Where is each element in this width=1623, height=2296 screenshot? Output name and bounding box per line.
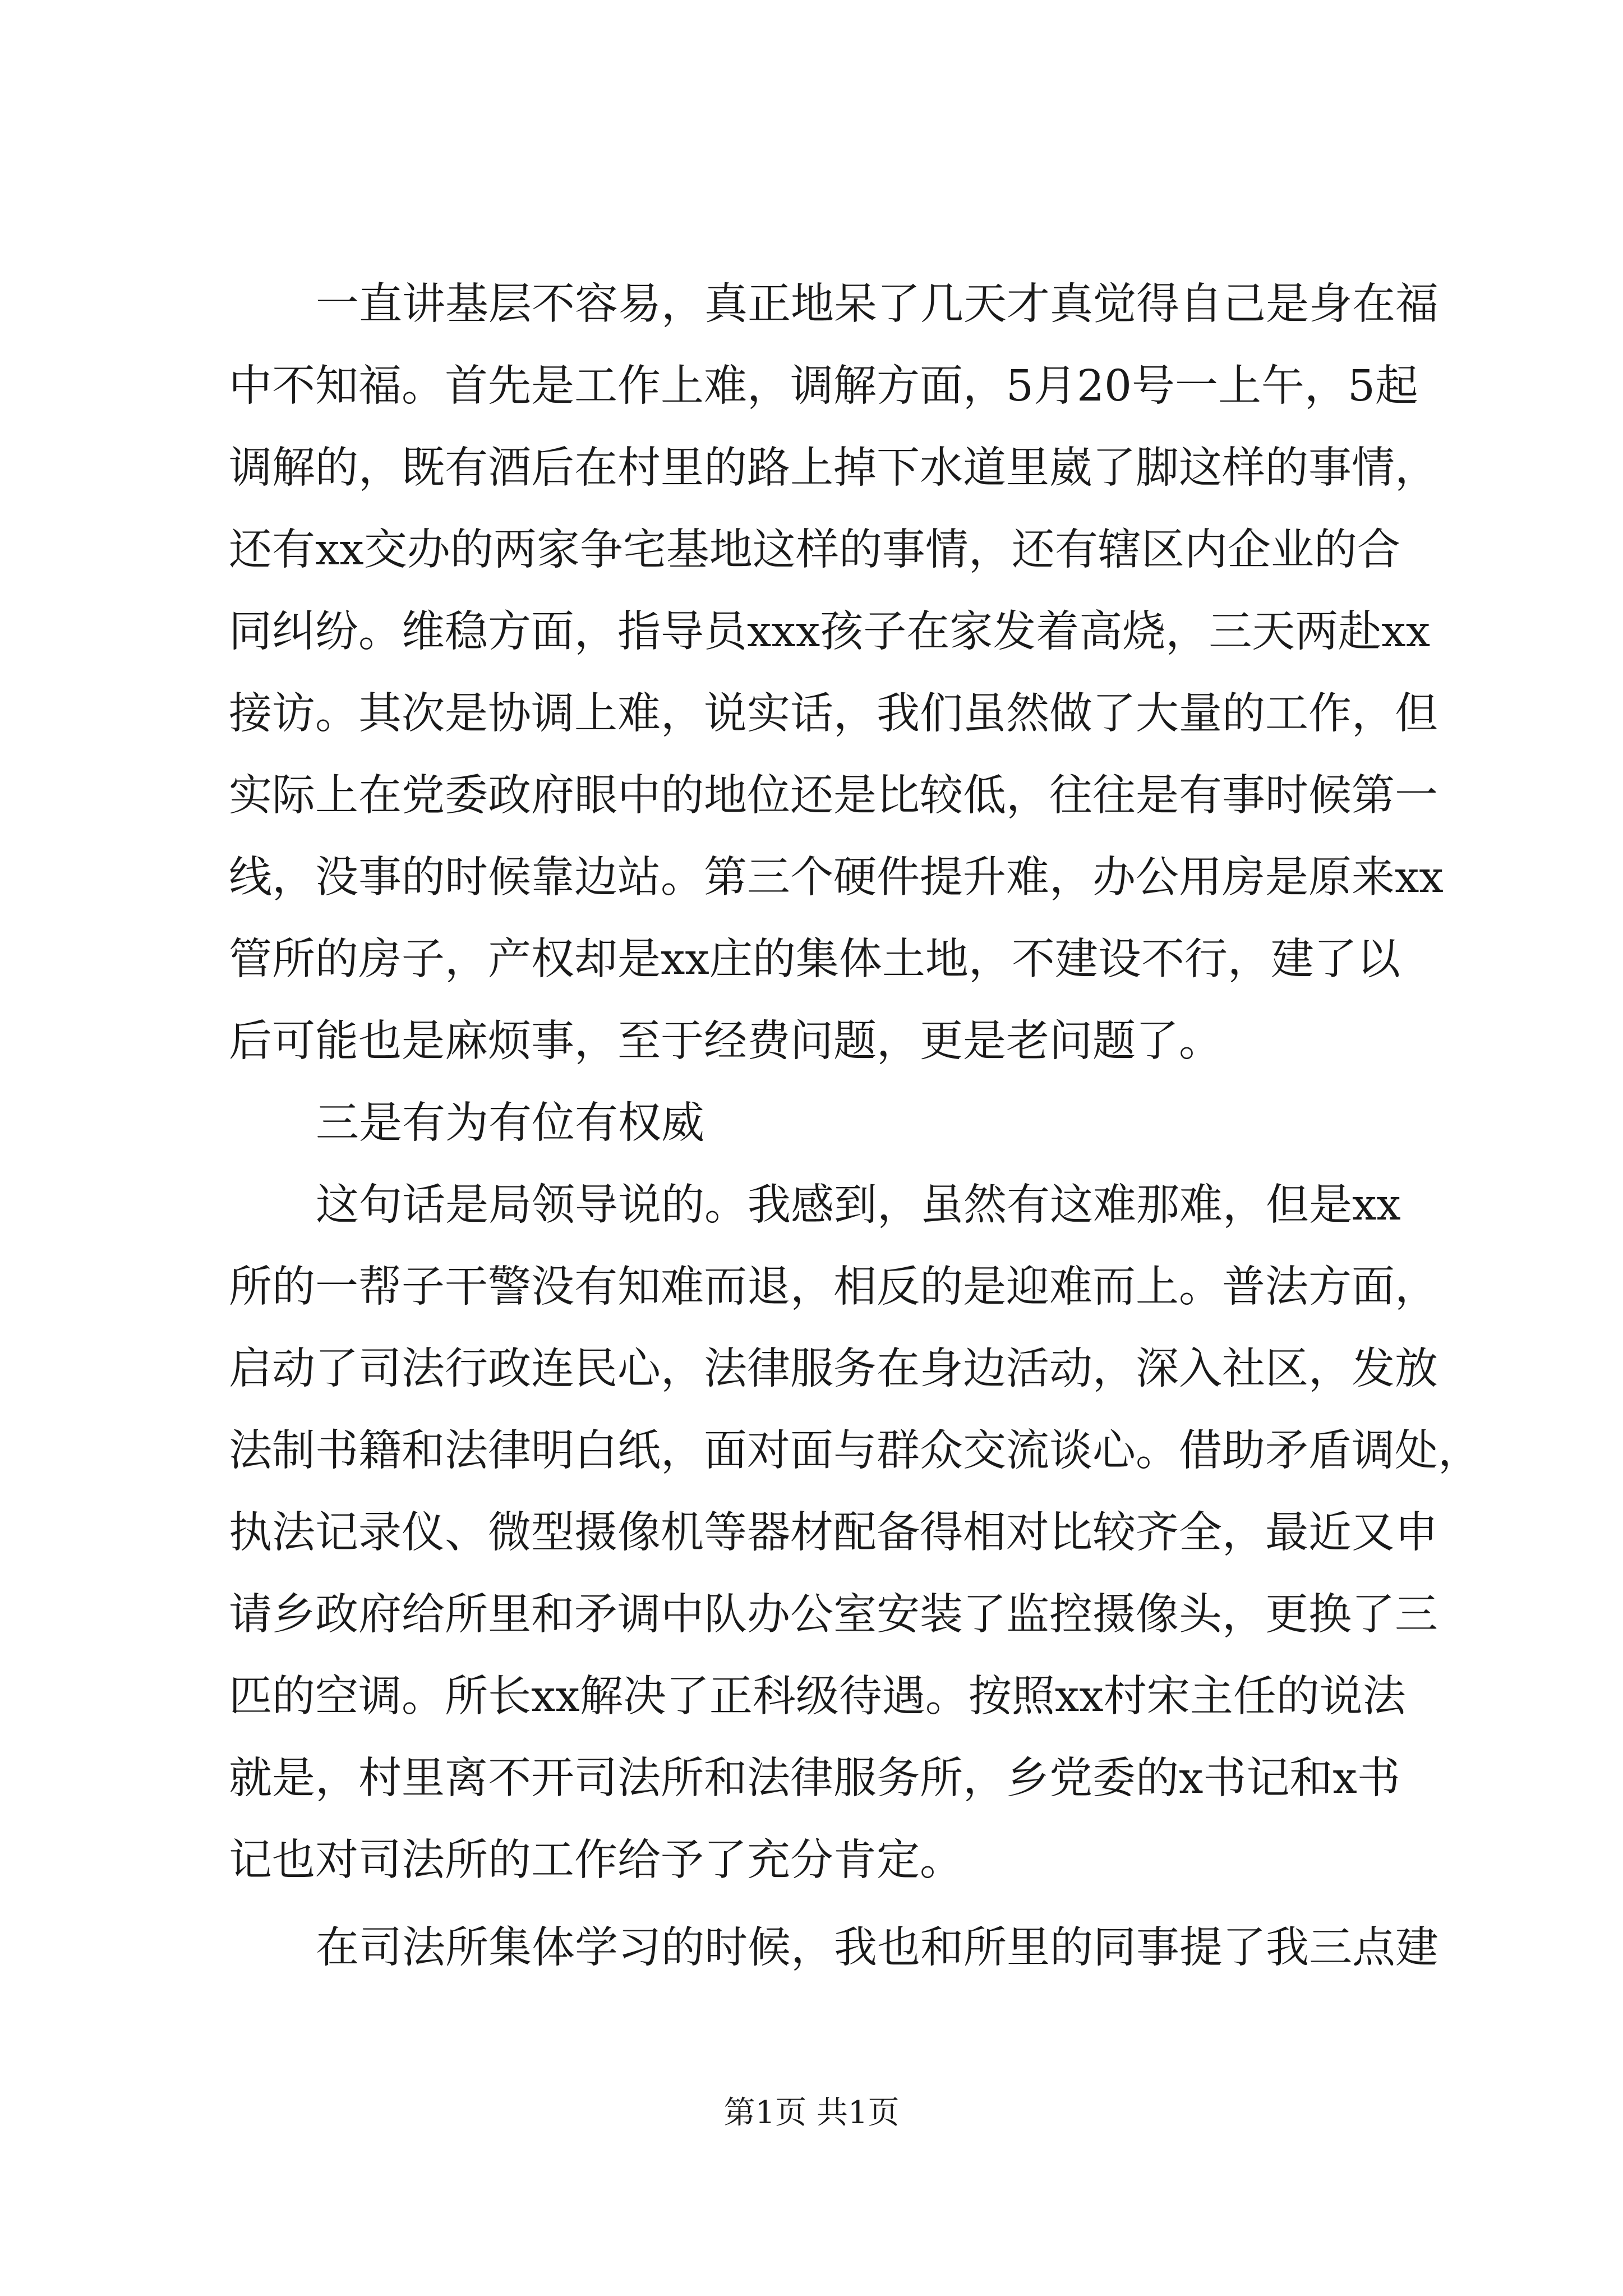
paragraph-line: 启动了司法行政连民心，法律服务在身边活动，深入社区，发放 — [229, 1344, 1438, 1394]
paragraph-line: 一直讲基层不容易，真正地呆了几天才真觉得自己是身在福 — [316, 279, 1438, 329]
paragraph-line: 还有xx交办的两家争宅基地这样的事情，还有辖区内企业的合 — [229, 525, 1400, 575]
paragraph-line: 后可能也是麻烦事，至于经费问题，更是老问题了。 — [229, 1016, 1222, 1066]
paragraph-line: 法制书籍和法律明白纸，面对面与群众交流谈心。借助矛盾调处， — [229, 1426, 1481, 1476]
paragraph-line: 记也对司法所的工作给予了充分肯定。 — [229, 1835, 963, 1885]
paragraph-line: 接访。其次是协调上难，说实话，我们虽然做了大量的工作，但 — [229, 689, 1438, 739]
paragraph-line: 线，没事的时候靠边站。第三个硬件提升难，办公用房是原来xx — [229, 853, 1444, 903]
paragraph-line: 调解的，既有酒后在村里的路上掉下水道里崴了脚这样的事情， — [229, 443, 1438, 493]
paragraph-line: 就是，村里离不开司法所和法律服务所，乡党委的x书记和x书 — [229, 1754, 1400, 1803]
paragraph-line: 请乡政府给所里和矛调中队办公室安装了监控摄像头，更换了三 — [229, 1590, 1438, 1640]
section-heading: 三是有为有位有权威 — [316, 1098, 704, 1148]
paragraph-line: 中不知福。首先是工作上难，调解方面，5月20号一上午，5起 — [229, 361, 1418, 411]
paragraph-line: 所的一帮子干警没有知难而退，相反的是迎难而上。普法方面， — [229, 1262, 1438, 1312]
paragraph-line: 在司法所集体学习的时候，我也和所里的同事提了我三点建 — [316, 1923, 1438, 1973]
paragraph-line: 这句话是局领导说的。我感到，虽然有这难那难，但是xx — [316, 1180, 1401, 1230]
paragraph-line: 同纠纷。维稳方面，指导员xxx孩子在家发着高烧，三天两赴xx — [229, 607, 1431, 657]
paragraph-line: 匹的空调。所长xx解决了正科级待遇。按照xx村宋主任的说法 — [229, 1672, 1406, 1722]
page-footer: 第1页 共1页 — [723, 2095, 900, 2131]
paragraph-line: 执法记录仪、微型摄像机等器材配备得相对比较齐全，最近又申 — [229, 1508, 1438, 1558]
paragraph-line: 实际上在党委政府眼中的地位还是比较低，往往是有事时候第一 — [229, 771, 1438, 821]
document-body — [229, 264, 1481, 1989]
paragraph-line: 管所的房子，产权却是xx庄的集体土地，不建设不行，建了以 — [229, 935, 1400, 984]
